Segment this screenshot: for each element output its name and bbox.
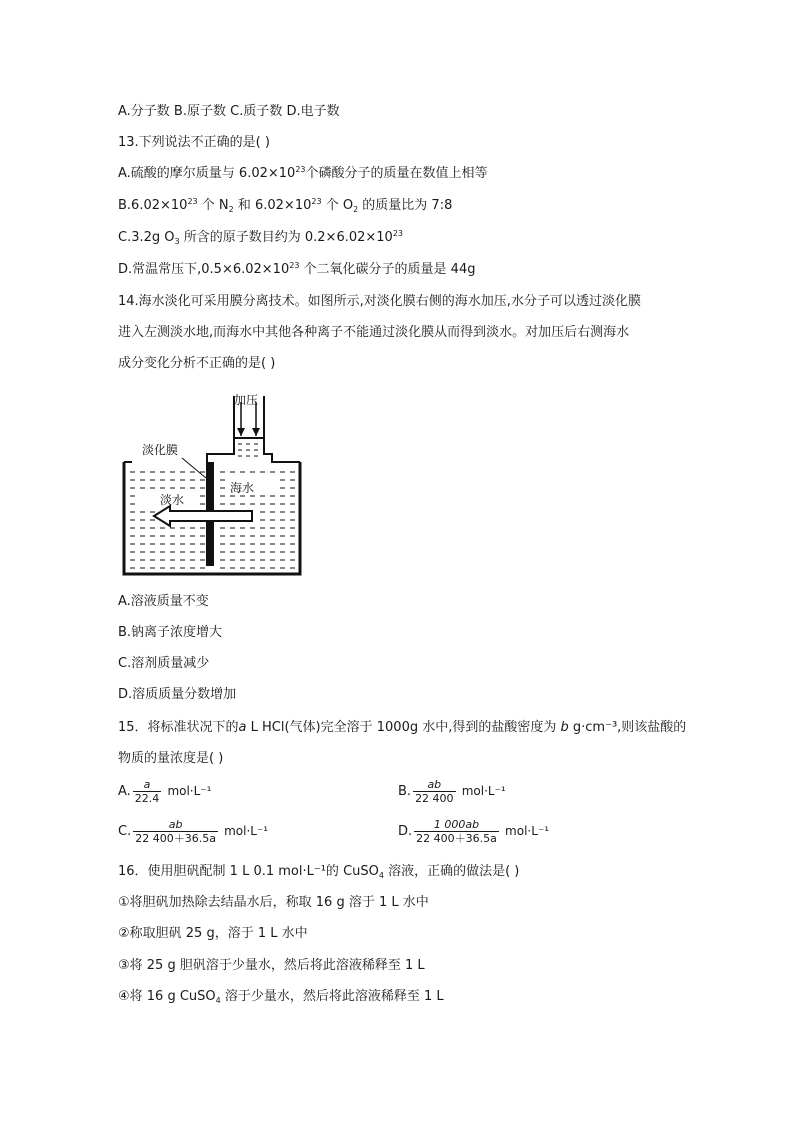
q13-option-b: $B.6.02\times 10^{23}$ 个 $N_2$ 和 $6.02\times 10^{23}$ 个 $O_2$ 的质量比为 7:8	[118, 197, 453, 214]
q12-options: A.分子数 B.原子数 C.质子数 D.电子数	[118, 104, 340, 119]
q14-stem-line1: 14.海水淡化可采用膜分离技术。如图所示,对淡化膜右侧的海水加压,水分子可以透过淡化膜	[118, 294, 641, 309]
q14-stem-line3: 成分变化分析不正确的是( )	[118, 356, 276, 371]
q13-option-d: D.常温常压下$,0.5\times 6.02\times 10^{23}$ 个二氧化碳分子的质量是 44g	[118, 261, 476, 277]
label-sea-water: 海水	[230, 481, 255, 495]
q15-option-c: C. $\frac{ab}{22 400+36.5a}$ mol·L⁻¹	[118, 818, 269, 845]
q16-stem: 16．使用胆矾配制 1 L 0.1 mol·L⁻¹的 CuSO$_4$ 溶液，正确的做法是( )	[118, 864, 520, 880]
chamber-wall	[207, 396, 234, 462]
q13-stem: 13.下列说法不正确的是( )	[118, 135, 270, 150]
fraction-d: $\frac{1 000ab}{22 400+36.5a}$	[416, 818, 497, 845]
fraction-b: $\frac{ab}{22 400}$	[415, 778, 454, 805]
q16-option-4: ④将 16 g CuSO$_4$ 溶于少量水，然后将此溶液稀释至 1 L	[118, 989, 444, 1005]
fraction-a: $\frac{a}{22.4}$	[134, 778, 160, 805]
q14-option-b: B.钠离子浓度增大	[118, 625, 223, 640]
label-membrane: 淡化膜	[142, 443, 179, 457]
membrane-diagram	[122, 392, 312, 577]
label-pressure: 加压	[234, 393, 259, 407]
q16-option-1: ①将胆矾加热除去结晶水后，称取 16 g 溶于 1 L 水中	[118, 895, 429, 910]
q15-stem-line1: 15．将标准状况下的a L HCl(气体)完全溶于 1000g 水中,得到的盐酸密度为 b g·cm⁻³,则该盐酸的	[118, 720, 687, 735]
q14-option-a: A.溶液质量不变	[118, 594, 209, 609]
q13-option-a: A.硫酸的摩尔质量与 $6.02\times 10^{23}$个磷酸分子的质量在数值上相等	[118, 165, 488, 181]
q14-option-c: C.溶剂质量减少	[118, 656, 210, 671]
q14-option-d: D.溶质质量分数增加	[118, 687, 237, 702]
fraction-c: $\frac{ab}{22 400+36.5a}$	[135, 818, 216, 845]
flow-arrow	[154, 506, 252, 526]
q16-option-3: ③将 25 g 胆矾溶于少量水，然后将此溶液稀释至 1 L	[118, 958, 425, 973]
q15-option-d: D. $\frac{1 000ab}{22 400+36.5a}$ mol·L⁻¹	[398, 818, 550, 845]
q14-stem-line2: 进入左测淡水地,而海水中其他各种离子不能通过淡化膜从而得到淡水。对加压后右测海水	[118, 325, 630, 340]
q15-option-a: A. $\frac{a}{22.4}$ mol·L⁻¹	[118, 778, 212, 805]
q15-option-b: B. $\frac{ab}{22 400}$ mol·L⁻¹	[398, 778, 506, 805]
q15-stem-line2: 物质的量浓度是( )	[118, 751, 224, 766]
label-fresh-water: 淡水	[160, 493, 185, 507]
q13-option-c: C.3.2g $O_3$ 所含的原子数目约为 $0.2\times 6.02\times 10^{23}$	[118, 229, 404, 246]
q16-option-2: ②称取胆矾 25 g，溶于 1 L 水中	[118, 926, 308, 941]
